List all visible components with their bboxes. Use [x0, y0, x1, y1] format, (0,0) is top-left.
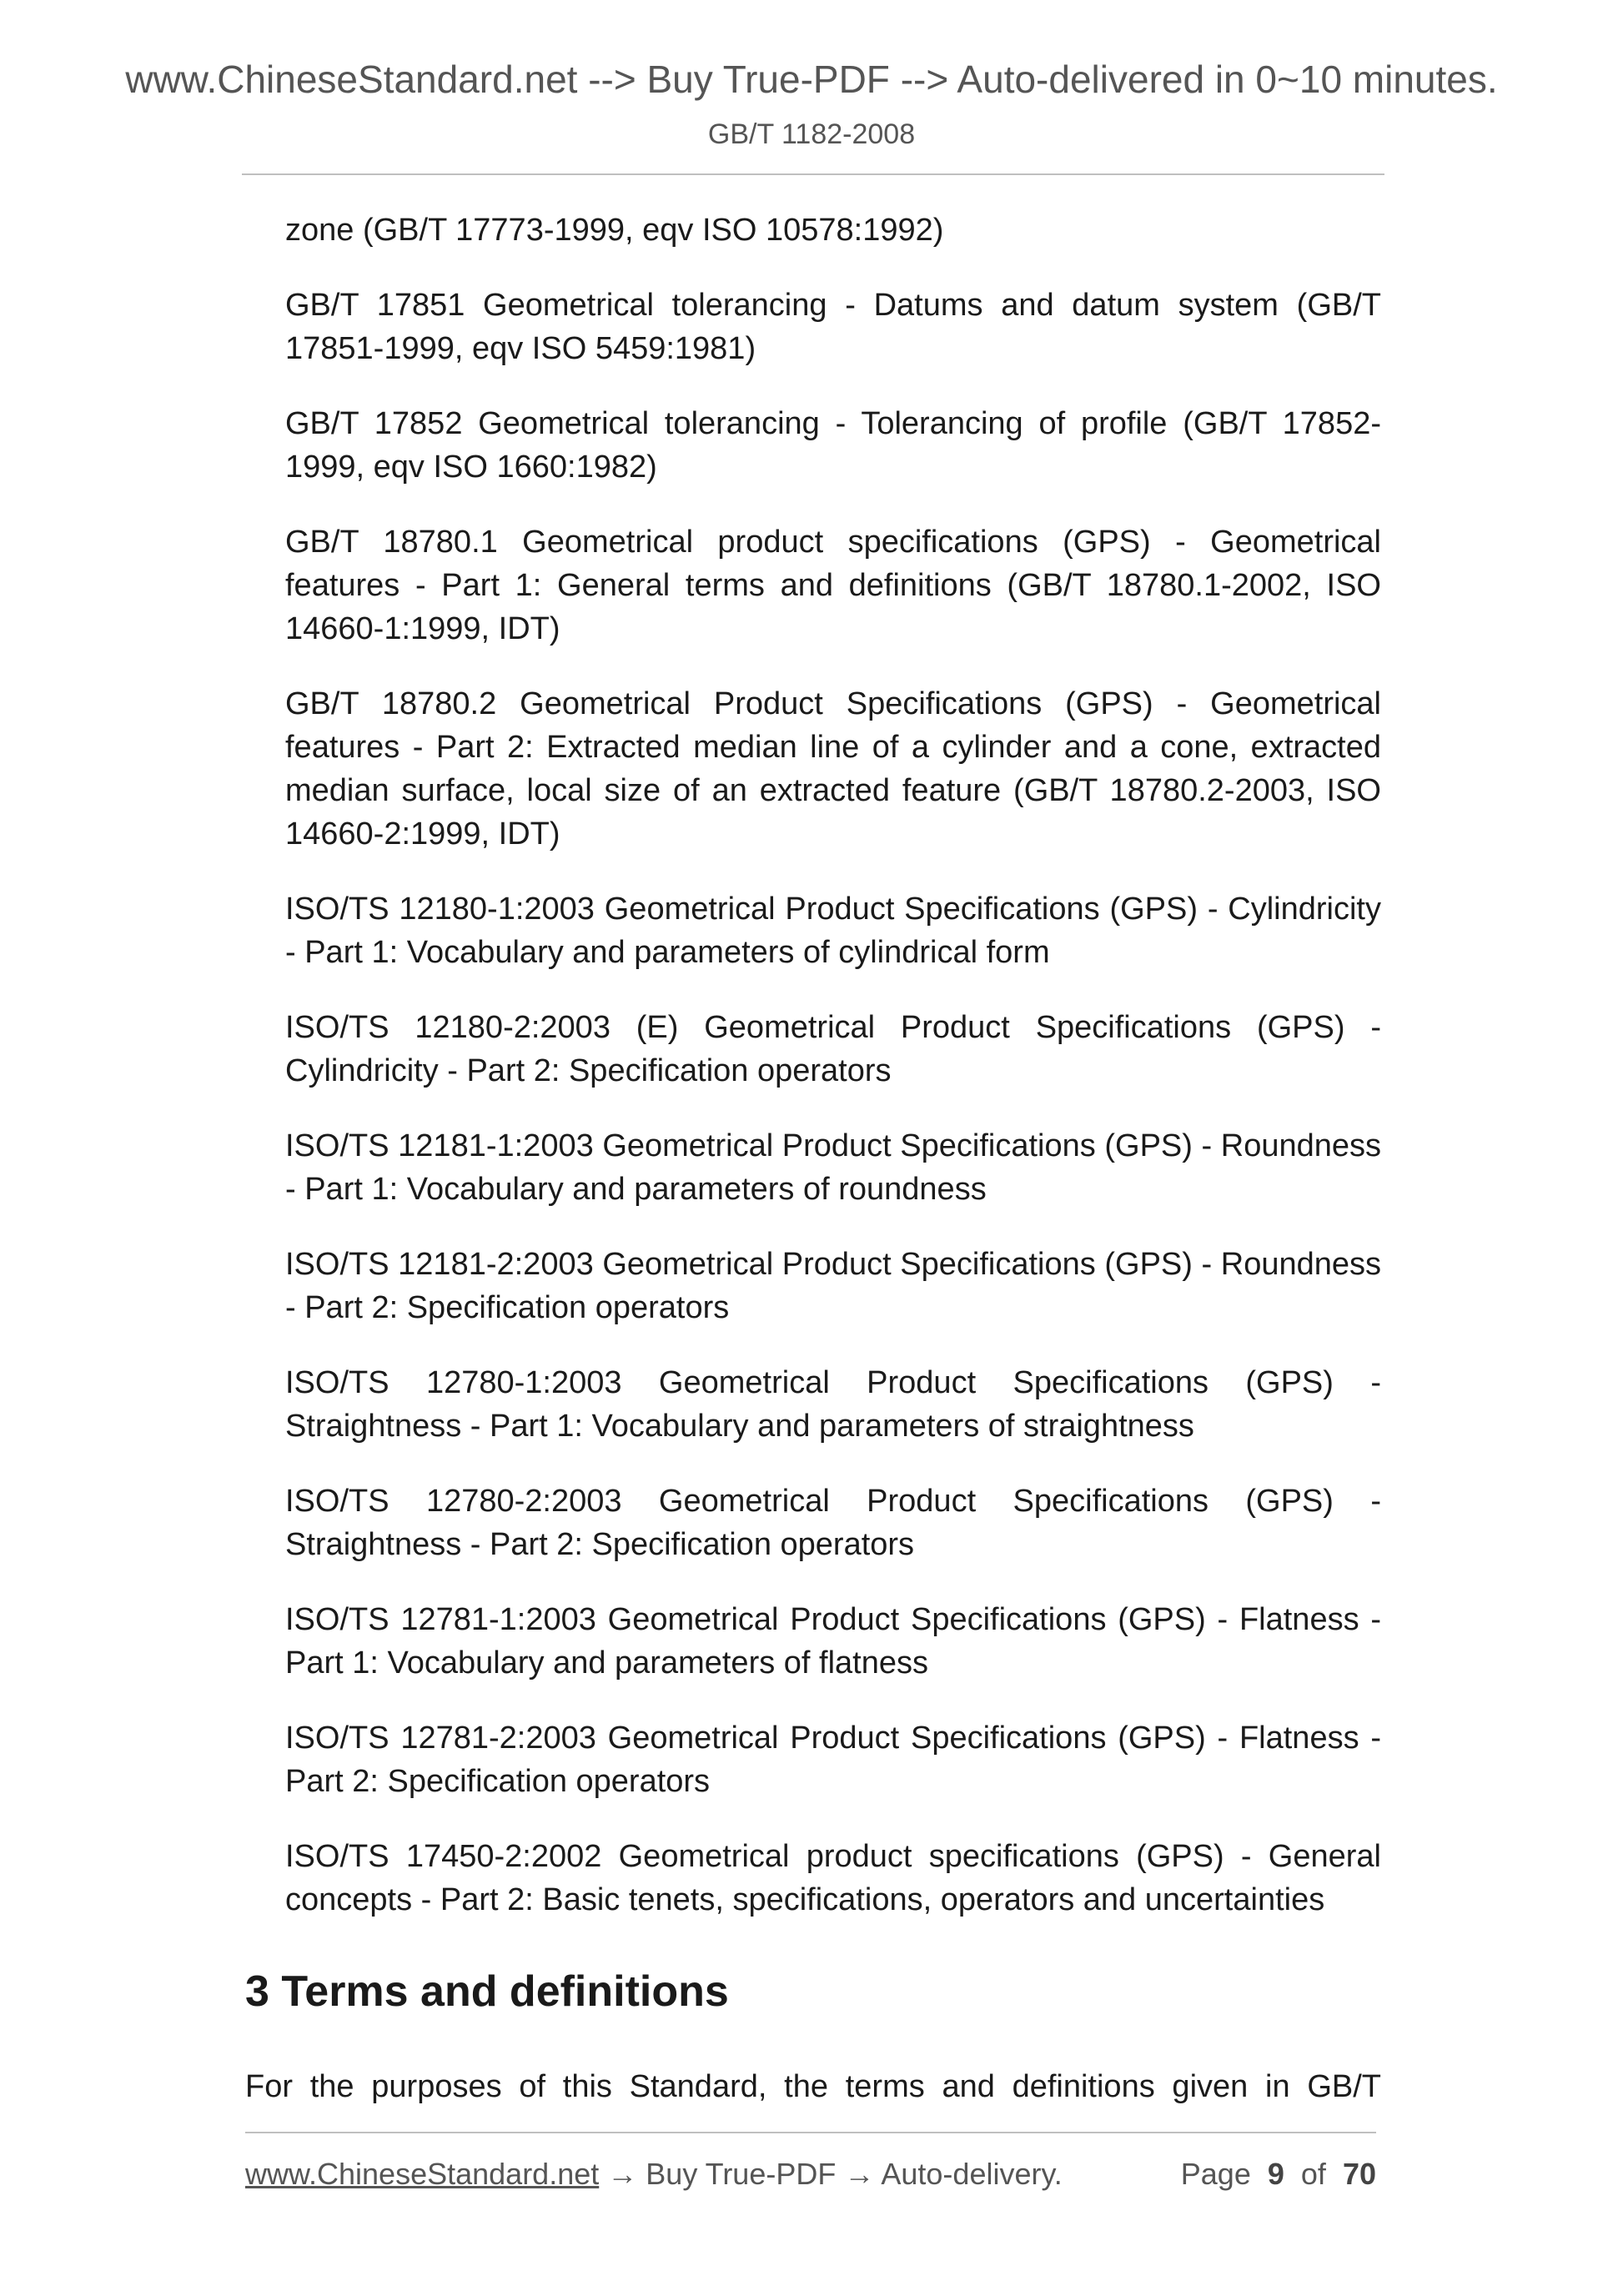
page-label: Page [1180, 2157, 1251, 2191]
footer-divider [245, 2132, 1376, 2133]
header-banner: www.ChineseStandard.net --> Buy True-PDF --> Auto-delivered in 0~10 minutes. [125, 58, 1498, 101]
arrow-right-icon: → [844, 2157, 875, 2191]
page-number: 9 [1267, 2157, 1284, 2191]
reference-item: GB/T 18780.1 Geometrical product specifications (GPS) - Geometrical features - Part 1: General terms and definitions (GB/T 18780.1-2002, ISO 14660-1:1999, IDT) [285, 525, 1381, 646]
reference-item: ISO/TS 12781-1:2003 Geometrical Product Specifications (GPS) - Flatness - Part 1: Vocabulary and parameters of flatness [285, 1602, 1381, 1681]
footer-links [245, 2153, 1063, 2195]
reference-item: zone (GB/T 17773-1999, eqv ISO 10578:1992) [285, 213, 944, 248]
reference-item: ISO/TS 12781-2:2003 Geometrical Product Specifications (GPS) - Flatness - Part 2: Specification operators [285, 1721, 1381, 1799]
reference-item: ISO/TS 12180-2:2003 (E) Geometrical Product Specifications (GPS) - Cylindricity - Part 2: Specification operators [285, 1010, 1381, 1088]
reference-item: ISO/TS 12780-1:2003 Geometrical Product Specifications (GPS) - Straightness - Part 1: Vocabulary and parameters of straightness [285, 1365, 1381, 1444]
page-total: 70 [1342, 2157, 1376, 2191]
of-label: of [1300, 2157, 1326, 2191]
page-indicator [1181, 2153, 1376, 2195]
reference-item: GB/T 17852 Geometrical tolerancing - Tolerancing of profile (GB/T 17852-1999, eqv ISO 1660:1982) [285, 406, 1381, 485]
section-body-text: For the purposes of this Standard, the terms and definitions given in GB/T [245, 2069, 1381, 2104]
footer-buy-text: Buy True-PDF [646, 2157, 837, 2191]
reference-item: ISO/TS 12181-2:2003 Geometrical Product Specifications (GPS) - Roundness - Part 2: Specification operators [285, 1247, 1381, 1325]
document-code: GB/T 1182-2008 [707, 118, 916, 150]
footer-delivery-text: Auto-delivery. [881, 2157, 1063, 2191]
header-divider [242, 173, 1384, 175]
reference-item: GB/T 17851 Geometrical tolerancing - Datums and datum system (GB/T 17851-1999, eqv ISO 5459:1981) [285, 288, 1381, 366]
normative-references-list [285, 208, 1381, 1953]
footer-site-link[interactable]: www.ChineseStandard.net [245, 2157, 600, 2191]
reference-item: ISO/TS 12780-2:2003 Geometrical Product Specifications (GPS) - Straightness - Part 2: Specification operators [285, 1484, 1381, 1562]
arrow-right-icon: → [607, 2157, 638, 2191]
section-heading: 3 Terms and definitions [245, 1967, 729, 2016]
reference-item: ISO/TS 17450-2:2002 Geometrical product specifications (GPS) - General concepts - Part 2: Basic tenets, specifications, operators and uncertainties [285, 1839, 1381, 1917]
reference-item: ISO/TS 12181-1:2003 Geometrical Product Specifications (GPS) - Roundness - Part 1: Vocabulary and parameters of roundness [285, 1128, 1381, 1207]
page-footer [245, 2153, 1376, 2195]
reference-item: ISO/TS 12180-1:2003 Geometrical Product Specifications (GPS) - Cylindricity - Part 1: Vocabulary and parameters of cylindrical form [285, 892, 1381, 970]
reference-item: GB/T 18780.2 Geometrical Product Specifications (GPS) - Geometrical features - Part 2: Extracted median line of a cylinder and a cone, extracted median surface, local size of an extracted feature (GB/T 18780.2-2003, ISO 14660-2:1999, IDT) [285, 686, 1381, 852]
